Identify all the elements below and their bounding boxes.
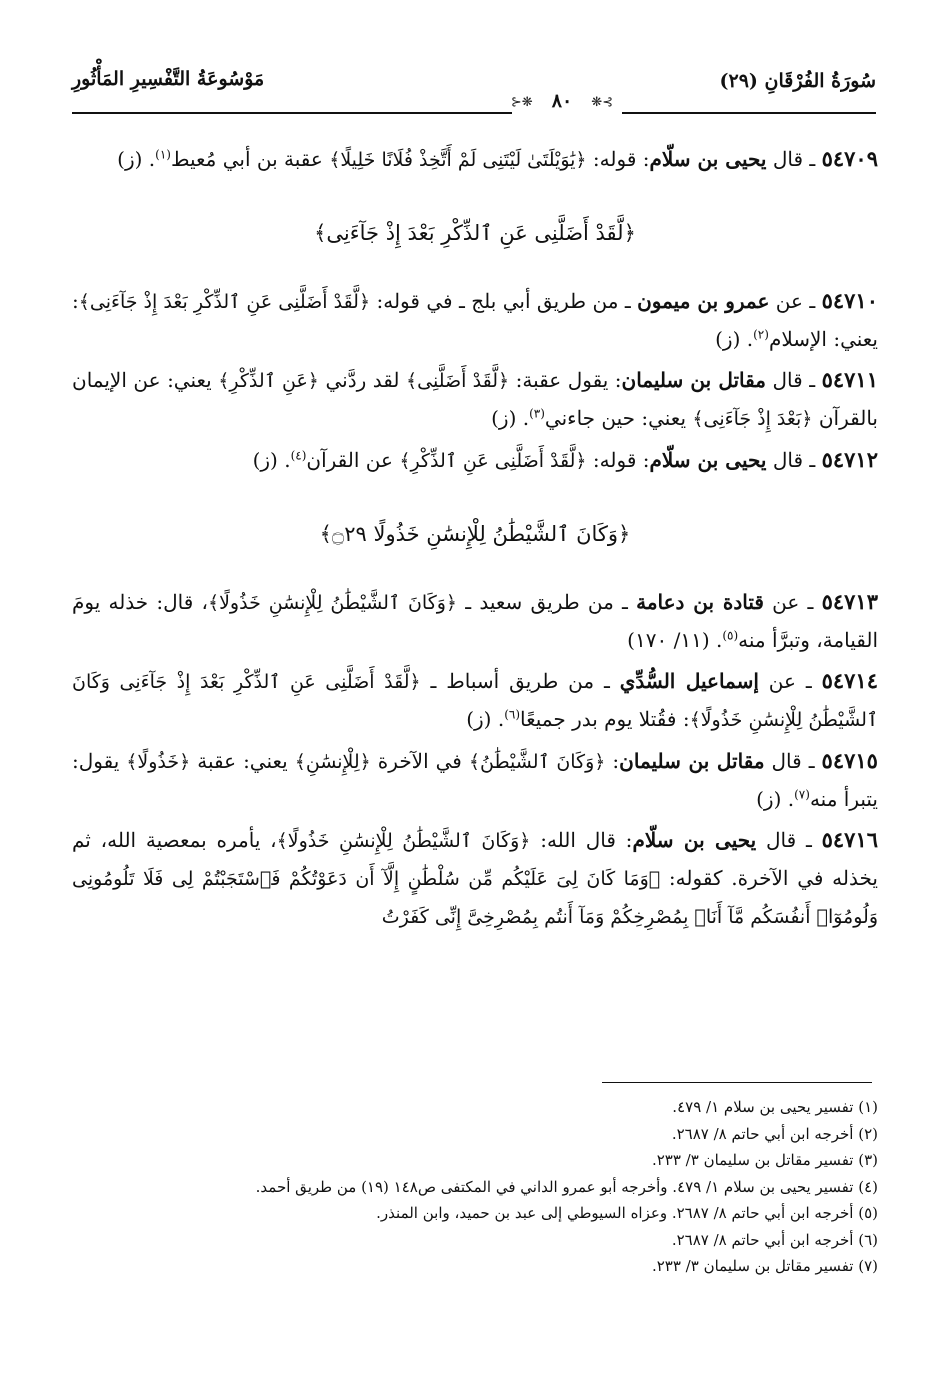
entry-54716	[72, 821, 878, 936]
narrator-name: يحيى بن سلّام	[649, 448, 767, 472]
footnote-7: (٧) تفسير مقاتل بن سليمان ٣/ ٢٣٣.	[651, 1257, 878, 1275]
quran-quote: ﴿لِلْإِنسَٰنِ﴾	[294, 751, 371, 773]
entry-text: لقد ردَّني	[318, 368, 407, 392]
entry-text: ـ قال	[766, 147, 822, 171]
entry-text: : قال الله:	[530, 828, 633, 852]
entry-number: ٥٤٧١٤	[821, 668, 878, 693]
narrator-name: إسماعيل السُّدِّي	[619, 669, 759, 693]
entry-number: ٥٤٧١٦	[821, 827, 879, 852]
footnote-5: (٥) أخرجه ابن أبي حاتم ٨/ ٢٦٨٧. وعزاه السيوطي إلى عبد بن حميد، وابن المنذر.	[376, 1204, 878, 1222]
entry-text: . (ز)	[715, 327, 754, 351]
narrator-name: يحيى بن سلّام	[649, 147, 767, 171]
entry-text: عقبة بن أبي مُعيط	[170, 147, 330, 171]
entry-number: ٥٤٧١٠	[821, 288, 878, 313]
entry-text: : فقُتلا يوم بدر جميعًا	[520, 707, 690, 731]
quran-quote: ﴿لَّقَدْ أَضَلَّنِى﴾	[406, 370, 510, 392]
entry-text: ـ عن	[758, 669, 822, 693]
quran-quote: ﴿وَكَانَ ٱلشَّيْطَٰنُ لِلْإِنسَٰنِ خَذُولًا﴾	[207, 592, 458, 614]
entry-54713	[72, 583, 878, 659]
footnote-3: (٣) تفسير مقاتل بن سليمان ٣/ ٢٣٣.	[651, 1151, 878, 1169]
quran-quote: ﴿وَكَانَ ٱلشَّيْطَٰنُ﴾	[468, 751, 606, 773]
footnote-ref: (٣)	[529, 406, 545, 421]
surah-title: سُورَةُ الفُرْقَانِ (٢٩)	[719, 70, 876, 92]
footnote-ref: (٧)	[794, 787, 810, 802]
entry-text: يقول: يتبرأ منه	[72, 749, 878, 811]
footnote-6: (٦) أخرجه ابن أبي حاتم ٨/ ٢٦٨٧.	[671, 1230, 878, 1249]
verse-heading: ﴿لَّقَدْ أَضَلَّنِى عَنِ ٱلذِّكْرِ بَعْدَ إِذْ جَآءَنِى﴾	[314, 221, 636, 245]
entry-text: ، يأمره بمعصية الله، ثم يخذله في الآخرة. كقوله:	[72, 828, 878, 890]
entry-54715	[72, 742, 878, 818]
entry-text: . (ز)	[117, 147, 156, 171]
entry-text: ـ قال	[765, 368, 822, 392]
entry-text: يعني: عقبة	[190, 749, 295, 773]
book-title: مَوْسُوعَةُ التَّفْسِيرِ المَأْثُورِ	[72, 68, 265, 90]
entry-text: ـ من طريق سعيد ـ	[457, 590, 637, 614]
entry-text: يعني: حين جاءني	[544, 406, 693, 430]
entry-text: ـ عن	[769, 289, 822, 313]
entry-text: : يعني: الإسلام	[72, 289, 878, 351]
footnote-ref: (٦)	[504, 707, 521, 722]
narrator-name: مقاتل بن سليمان	[619, 749, 765, 773]
entry-number: ٥٤٧١١	[821, 367, 878, 392]
entry-text: . (ز)	[466, 707, 505, 731]
entry-text: : يقول عقبة:	[509, 368, 622, 392]
quran-quote: ﴿بَعْدَ إِذْ جَآءَنِى﴾	[692, 408, 813, 430]
entry-text: . (ز)	[252, 448, 291, 472]
entry-54710	[72, 282, 878, 358]
entry-text: ـ قال	[764, 749, 822, 773]
narrator-name: مقاتل بن سليمان	[621, 368, 766, 392]
entry-text: . (ز)	[756, 787, 795, 811]
entry-54712	[72, 441, 878, 480]
footnote-ref: (٢)	[753, 327, 769, 342]
entry-text: : قوله:	[586, 448, 650, 472]
footnote-ref: (٥)	[722, 628, 739, 643]
entry-text: . (١١/ ١٧٠)	[627, 628, 723, 652]
narrator-name: قتادة بن دعامة	[636, 590, 764, 614]
ornament-right-icon: ❋⊰	[591, 95, 614, 110]
quran-quote: ﴿يَٰوَيْلَتَىٰ لَيْتَنِى لَمْ أَتَّخِذْ فُلَانًا خَلِيلًا﴾	[329, 149, 587, 171]
entry-54709	[72, 140, 878, 179]
entry-54711	[72, 361, 878, 438]
page-number: ٨٠	[551, 90, 573, 112]
footnote-1: (١) تفسير يحيى بن سلام ١/ ٤٧٩.	[672, 1098, 878, 1116]
ornament-left-icon: ⊱❋	[510, 95, 533, 110]
footnote-divider	[602, 1082, 872, 1083]
entry-text: ـ عن	[763, 590, 822, 614]
narrator-name: عمرو بن ميمون	[637, 289, 770, 313]
entry-text: ـ من طريق أبي بلج ـ في قوله:	[370, 289, 638, 313]
page-number-group	[462, 90, 662, 112]
header-rule	[72, 112, 876, 114]
footnote-2: (٢) أخرجه ابن أبي حاتم ٨/ ٢٦٨٧.	[671, 1124, 878, 1143]
narrator-name: يحيى بن سلّام	[632, 828, 757, 852]
entry-text: ، قال: خذله يومَ القيامة، وتبرَّأ منه	[72, 590, 878, 652]
entry-text: ـ قال	[766, 448, 822, 472]
entry-text: ـ من طريق أسباط ـ	[420, 669, 620, 693]
main-text	[72, 140, 878, 939]
entry-text: عن القرآن	[306, 448, 400, 472]
entry-text: : قوله:	[586, 147, 650, 171]
footnotes	[72, 1094, 878, 1280]
entry-text: . (ز)	[491, 406, 530, 430]
quran-quote: ﴿لَّقَدْ أَضَلَّنِى عَنِ ٱلذِّكْرِ بَعْدَ إِذْ جَآءَنِى﴾	[78, 291, 371, 313]
quran-quote: ﴿عَنِ ٱلذِّكْرِ﴾	[218, 370, 319, 392]
entry-number: ٥٤٧١٥	[821, 748, 878, 773]
entry-text: ـ قال	[756, 828, 822, 852]
verse-heading: ﴿وَكَانَ ٱلشَّيْطَٰنُ لِلْإِنسَٰنِ خَذُولًا ۝٢٩﴾	[319, 522, 631, 546]
footnote-ref: (٤)	[290, 448, 307, 463]
entry-text: :	[605, 749, 620, 773]
quran-quote: ﴿خَذُولًا﴾	[126, 751, 191, 773]
footnote-ref: (١)	[155, 147, 171, 162]
entry-text: يعني: عن الإيمان بالقرآن	[72, 368, 878, 430]
entry-54714	[72, 662, 878, 739]
page-header	[72, 62, 876, 112]
quran-quote: ﴿وَكَانَ ٱلشَّيْطَٰنُ لِلْإِنسَٰنِ خَذُولًا﴾	[276, 830, 531, 852]
quran-quote: ﴿لَّقَدْ أَضَلَّنِى عَنِ ٱلذِّكْرِ﴾	[399, 450, 587, 472]
quran-quote: ﴿لَّقَدْ أَضَلَّنِى عَنِ ٱلذِّكْرِ بَعْدَ إِذْ جَآءَنِى وَكَانَ ٱلشَّيْطَٰنُ لِلْإِنسَٰنِ خَذُولًا﴾	[72, 671, 878, 731]
quran-quote: ﴿وَمَا كَانَ لِىَ عَلَيْكُم مِّن سُلْطَٰنٍ إِلَّآ أَن دَعَوْتُكُمْ فَٱسْتَجَبْتُمْ لِى فَلَا تَلُومُونِى وَلُومُوٓا۟ أَنفُسَكُم مَّآ أَنَا۠ بِمُصْرِخِكُمْ وَمَآ أَنتُم بِمُصْرِخِىَّ إِنِّى كَفَرْتُ	[72, 868, 878, 928]
entry-number: ٥٤٧١٢	[821, 447, 878, 472]
entry-number: ٥٤٧١٣	[821, 589, 878, 614]
footnote-4: (٤) تفسير يحيى بن سلام ١/ ٤٧٩. وأخرجه أبو عمرو الداني في المكتفى ص١٤٨ (١٩) من طريق أحمد.	[255, 1177, 878, 1196]
entry-text: في الآخرة	[370, 749, 469, 773]
entry-number: ٥٤٧٠٩	[821, 146, 878, 171]
